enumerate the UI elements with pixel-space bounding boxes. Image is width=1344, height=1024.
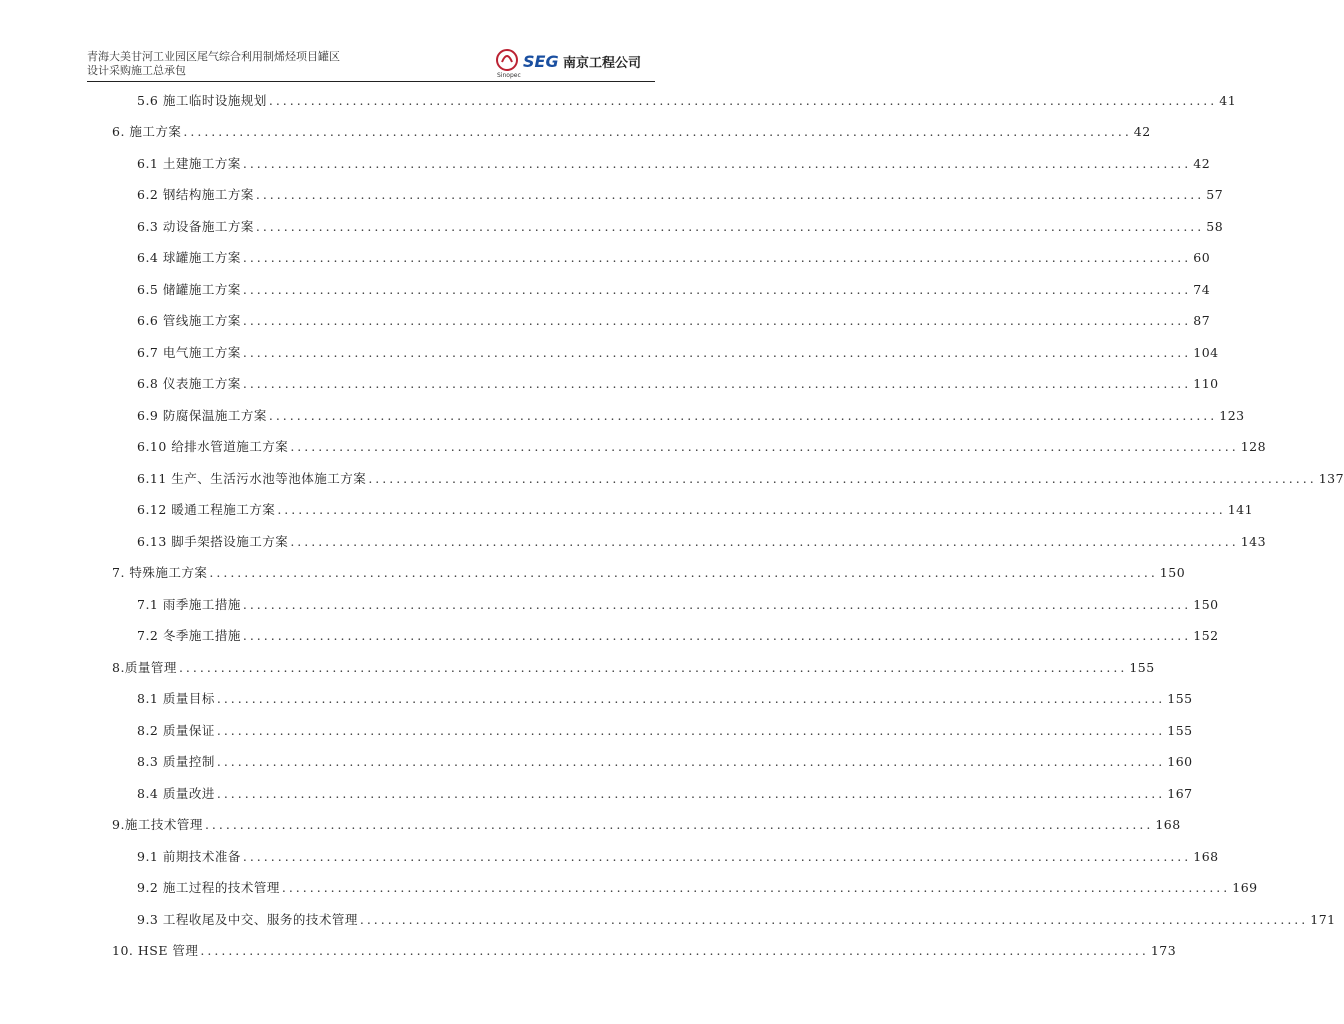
toc-entry-label: 9.3 工程收尾及中交、服务的技术管理: [137, 912, 358, 927]
toc-entry-page: 167: [1167, 786, 1193, 801]
toc-entry-page: 155: [1129, 660, 1155, 675]
toc-entry: [137, 721, 1193, 743]
toc-leader-dots: [256, 187, 1204, 202]
toc-entry: [137, 343, 1219, 365]
toc-entry-label: 8.3 质量控制: [137, 754, 215, 769]
toc-entry-page: 128: [1240, 439, 1267, 454]
toc-entry: [137, 752, 1193, 774]
toc-entry-page: 168: [1193, 849, 1219, 864]
toc-entry-label: 7.1 雨季施工措施: [137, 597, 241, 612]
toc-entry: [137, 91, 1237, 113]
toc-entry: [137, 217, 1224, 239]
toc-entry: [112, 815, 1181, 837]
toc-entry: [112, 658, 1155, 680]
toc-leader-dots: [290, 439, 1238, 454]
toc-leader-dots: [290, 534, 1238, 549]
toc-entry-page: 104: [1193, 345, 1219, 360]
toc-entry-page: 173: [1150, 943, 1177, 958]
toc-entry-page: 137: [1318, 471, 1344, 486]
toc-entry-page: 150: [1159, 565, 1186, 580]
toc-entry-label: 6.12 暖通工程施工方案: [137, 502, 276, 517]
toc-entry-page: 155: [1167, 723, 1193, 738]
toc-leader-dots: [243, 345, 1191, 360]
toc-entry-label: 8.2 质量保证: [137, 723, 215, 738]
toc-leader-dots: [205, 817, 1153, 832]
toc-entry: [137, 185, 1224, 207]
toc-entry-page: 42: [1133, 124, 1151, 139]
header-rule: [87, 81, 655, 82]
logo-company-text: 南京工程公司: [563, 56, 642, 71]
toc-entry-label: 7.2 冬季施工措施: [137, 628, 241, 643]
toc-leader-dots: [183, 124, 1131, 139]
toc-entry: [137, 689, 1193, 711]
toc-entry-label: 7. 特殊施工方案: [112, 565, 208, 580]
toc-entry-label: 6. 施工方案: [112, 124, 182, 139]
toc-entry-label: 6.7 电气施工方案: [137, 345, 241, 360]
toc-leader-dots: [217, 754, 1165, 769]
toc-entry-label: 5.6 施工临时设施规划: [137, 93, 267, 108]
toc-leader-dots: [277, 502, 1225, 517]
toc-entry: [137, 374, 1219, 396]
toc-entry-page: 110: [1193, 376, 1219, 391]
toc-entry: [137, 784, 1193, 806]
toc-entry-page: 155: [1167, 691, 1193, 706]
toc-entry-label: 6.3 动设备施工方案: [137, 219, 254, 234]
toc-leader-dots: [243, 597, 1191, 612]
toc-entry: [137, 500, 1254, 522]
seg-logo: [493, 40, 642, 80]
toc-entry-page: 57: [1206, 187, 1224, 202]
toc-entry-label: 9.施工技术管理: [112, 817, 203, 832]
toc-entry-page: 169: [1232, 880, 1258, 895]
toc-entry-label: 6.8 仪表施工方案: [137, 376, 241, 391]
toc-entry-label: 8.4 质量改进: [137, 786, 215, 801]
toc-leader-dots: [243, 849, 1191, 864]
toc-entry-label: 6.10 给排水管道施工方案: [137, 439, 289, 454]
logo-brand-text: SEG: [523, 52, 559, 71]
toc-leader-dots: [209, 565, 1157, 580]
toc-entry-page: 74: [1193, 282, 1211, 297]
toc-leader-dots: [243, 628, 1191, 643]
toc-leader-dots: [217, 691, 1165, 706]
toc-entry-page: 150: [1193, 597, 1219, 612]
logo-sub-text: Sinopec: [497, 72, 521, 79]
toc-entry-page: 87: [1193, 313, 1211, 328]
toc-leader-dots: [282, 880, 1230, 895]
toc-entry: [137, 469, 1344, 491]
toc-entry: [112, 122, 1151, 144]
toc-entry-page: 141: [1227, 502, 1254, 517]
toc-entry: [137, 626, 1219, 648]
toc-entry-label: 9.2 施工过程的技术管理: [137, 880, 280, 895]
toc-entry: [112, 563, 1186, 585]
toc-entry-label: 6.5 储罐施工方案: [137, 282, 241, 297]
header-title: [87, 50, 340, 78]
toc-entry-page: 168: [1155, 817, 1181, 832]
toc-entry-label: 8.1 质量目标: [137, 691, 215, 706]
toc-entry: [137, 248, 1211, 270]
toc-entry: [137, 910, 1336, 932]
page-header: [87, 40, 655, 82]
toc-entry-label: 6.6 管线施工方案: [137, 313, 241, 328]
toc-entry-page: 58: [1206, 219, 1224, 234]
toc-leader-dots: [243, 250, 1191, 265]
toc-entry-page: 60: [1193, 250, 1211, 265]
toc-leader-dots: [200, 943, 1148, 958]
toc-entry: [137, 280, 1211, 302]
toc-leader-dots: [179, 660, 1127, 675]
toc-leader-dots: [368, 471, 1316, 486]
toc-leader-dots: [243, 376, 1191, 391]
toc-entry-page: 152: [1193, 628, 1219, 643]
toc-entry-label: 6.11 生产、生活污水池等池体施工方案: [137, 471, 367, 486]
toc-leader-dots: [243, 282, 1191, 297]
toc-entry-page: 171: [1310, 912, 1336, 927]
toc-entry-label: 6.9 防腐保温施工方案: [137, 408, 267, 423]
header-line-2: 设计采购施工总承包: [87, 64, 186, 77]
toc-entry: [137, 154, 1211, 176]
toc-entry-label: 6.1 土建施工方案: [137, 156, 241, 171]
toc-entry-page: 143: [1240, 534, 1267, 549]
toc-leader-dots: [360, 912, 1308, 927]
toc-entry-label: 10. HSE 管理: [112, 943, 199, 958]
toc-entry: [112, 941, 1177, 963]
toc-entry-label: 8.质量管理: [112, 660, 177, 675]
toc-entry: [137, 847, 1219, 869]
toc-leader-dots: [243, 313, 1191, 328]
toc-entry-label: 9.1 前期技术准备: [137, 849, 241, 864]
toc-entry: [137, 406, 1245, 428]
toc-entry: [137, 595, 1219, 617]
toc-leader-dots: [243, 156, 1191, 171]
toc-entry: [137, 532, 1267, 554]
header-line-1: 青海大美甘河工业园区尾气综合利用制烯烃项目罐区: [87, 50, 340, 63]
toc-leader-dots: [269, 408, 1217, 423]
toc-entry: [137, 878, 1258, 900]
toc-leader-dots: [217, 786, 1165, 801]
toc-leader-dots: [217, 723, 1165, 738]
toc-entry-label: 6.2 钢结构施工方案: [137, 187, 254, 202]
toc-entry-page: 160: [1167, 754, 1193, 769]
toc-entry: [137, 437, 1267, 459]
toc-entry-page: 41: [1219, 93, 1237, 108]
toc-entry-label: 6.13 脚手架搭设施工方案: [137, 534, 289, 549]
toc-leader-dots: [256, 219, 1204, 234]
toc-entry-page: 123: [1219, 408, 1245, 423]
toc-entry-label: 6.4 球罐施工方案: [137, 250, 241, 265]
toc-leader-dots: [269, 93, 1217, 108]
toc-entry-page: 42: [1193, 156, 1211, 171]
toc-entry: [137, 311, 1211, 333]
